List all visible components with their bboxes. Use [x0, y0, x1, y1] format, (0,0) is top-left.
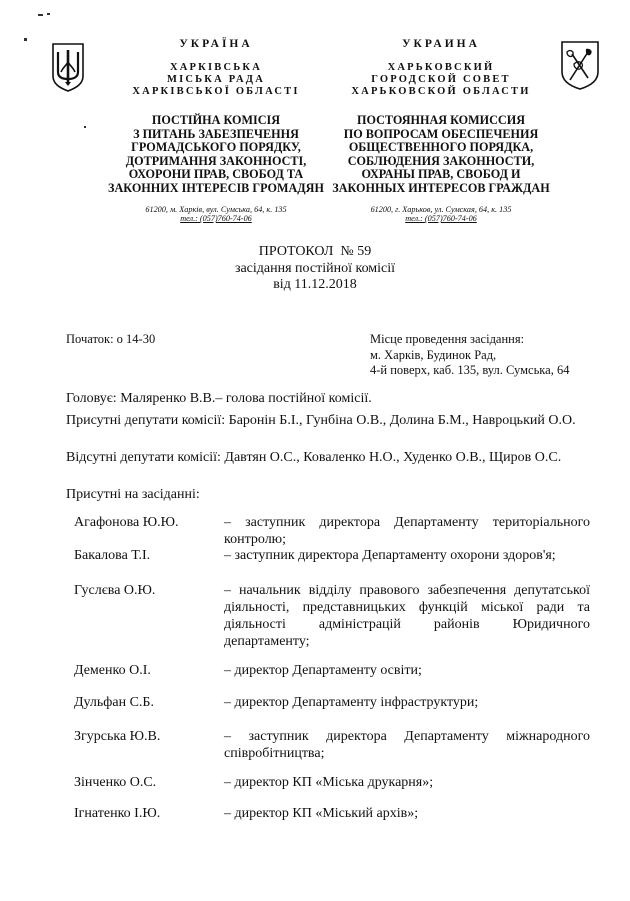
scan-speck [84, 126, 86, 128]
address: 61200, м. Харків, вул. Сумська, 64, к. 135 тел.: (057)760-74-06 [105, 205, 327, 224]
protocol-title: ПРОТОКОЛ № 59 [258, 244, 372, 259]
protocol-date: від 11.12.2018 [273, 277, 357, 292]
commission-name: ПОСТОЯННАЯ КОМИССИЯ ПО ВОПРОСАМ ОБЕСПЕЧЕНИЯ ОБЩЕСТВЕННОГО ПОРЯДКА, СОБЛЮДЕНИЯ ЗАКОННОСТИ, ОХРАНЫ ПРАВ, СВОБОД И ЗАКОННЫХ ИНТЕРЕСОВ ГРАЖДАН [332, 113, 550, 195]
attendee-name: Згурська Ю.В. [74, 729, 161, 744]
attendee-name: Агафонова Ю.Ю. [74, 515, 179, 530]
scan-speck [24, 38, 27, 41]
trident-icon [50, 42, 86, 92]
kharkiv-coat-of-arms-icon [560, 40, 600, 90]
country-name: УКРАЇНА [179, 38, 253, 50]
chair-line: Головує: Маляренко В.В.– голова постійної комісії. [66, 391, 372, 406]
header-russian [330, 38, 552, 224]
attendee-name: Бакалова Т.І. [74, 548, 151, 563]
attendee-role: – директор Департаменту інфраструктури; [224, 695, 479, 710]
phone: тел.: (057)760-74-06 [180, 214, 252, 224]
attendee-name: Гуслєва О.Ю. [74, 583, 156, 598]
attendee-role: – заступник директора Департаменту охорони здоров'я; [224, 548, 556, 563]
attendee-name: Деменко О.І. [74, 663, 151, 678]
meeting-start-time: Початок: о 14-30 [66, 332, 156, 346]
present-deputies: Присутні депутати комісії: Баронін Б.І., Гунбіна О.В., Долина Б.М., Навроцький О.О. [66, 413, 576, 428]
protocol-title-block [0, 244, 630, 294]
country-name: УКРАИНА [402, 38, 480, 50]
commission-name: ПОСТІЙНА КОМІСІЯ З ПИТАНЬ ЗАБЕЗПЕЧЕННЯ ГРОМАДСЬКОГО ПОРЯДКУ, ДОТРИМАННЯ ЗАКОННОСТІ, ОХОРОНИ ПРАВ, СВОБОД ТА ЗАКОННИХ ІНТЕРЕСІВ ГРОМАДЯН [108, 113, 324, 195]
attendee-role: – заступник директора Департаменту територіального контролю; [224, 515, 590, 547]
attendee-name: Ігнатенко І.Ю. [74, 806, 161, 821]
protocol-subtitle: засідання постійної комісії [234, 260, 396, 276]
city-council-name: ХАРЬКОВСКИЙ ГОРОДСКОЙ СОВЕТ ХАРЬКОВСКОЙ ОБЛАСТИ [351, 62, 531, 97]
absent-deputies: Відсутні депутати комісії: Давтян О.С., Коваленко Н.О., Худенко О.В., Щиров О.С. [66, 450, 562, 465]
attendees-heading: Присутні на засіданні: [66, 487, 200, 502]
city-council-name: ХАРКІВСЬКА МІСЬКА РАДА ХАРКІВСЬКОЇ ОБЛАСТІ [132, 62, 300, 97]
attendee-name: Зінченко О.С. [74, 775, 157, 790]
scan-speck [38, 14, 43, 16]
attendee-role: – директор КП «Міський архів»; [224, 806, 419, 821]
attendee-role: – начальник відділу правового забезпечення депутатської діяльності, представницьких функцій міської ради та діяльності адміністрацій районів Юридичного департаменту; [224, 583, 590, 649]
phone: тел.: (057)760-74-06 [405, 214, 477, 224]
address: 61200, г. Харьков, ул. Сумская, 64, к. 135 тел.: (057)760-74-06 [330, 205, 552, 224]
attendee-role: – заступник директора Департаменту міжнародного співробітництва; [224, 729, 590, 761]
scan-speck [47, 13, 50, 15]
attendee-role: – директор Департаменту освіти; [224, 663, 422, 678]
attendee-role: – директор КП «Міська друкарня»; [224, 775, 434, 790]
meeting-place: Місце проведення засідання: м. Харків, Будинок Рад, 4-й поверх, каб. 135, вул. Сумська, 64 [370, 332, 570, 377]
header-ukrainian [105, 38, 327, 224]
attendee-name: Дульфан С.Б. [74, 695, 154, 710]
